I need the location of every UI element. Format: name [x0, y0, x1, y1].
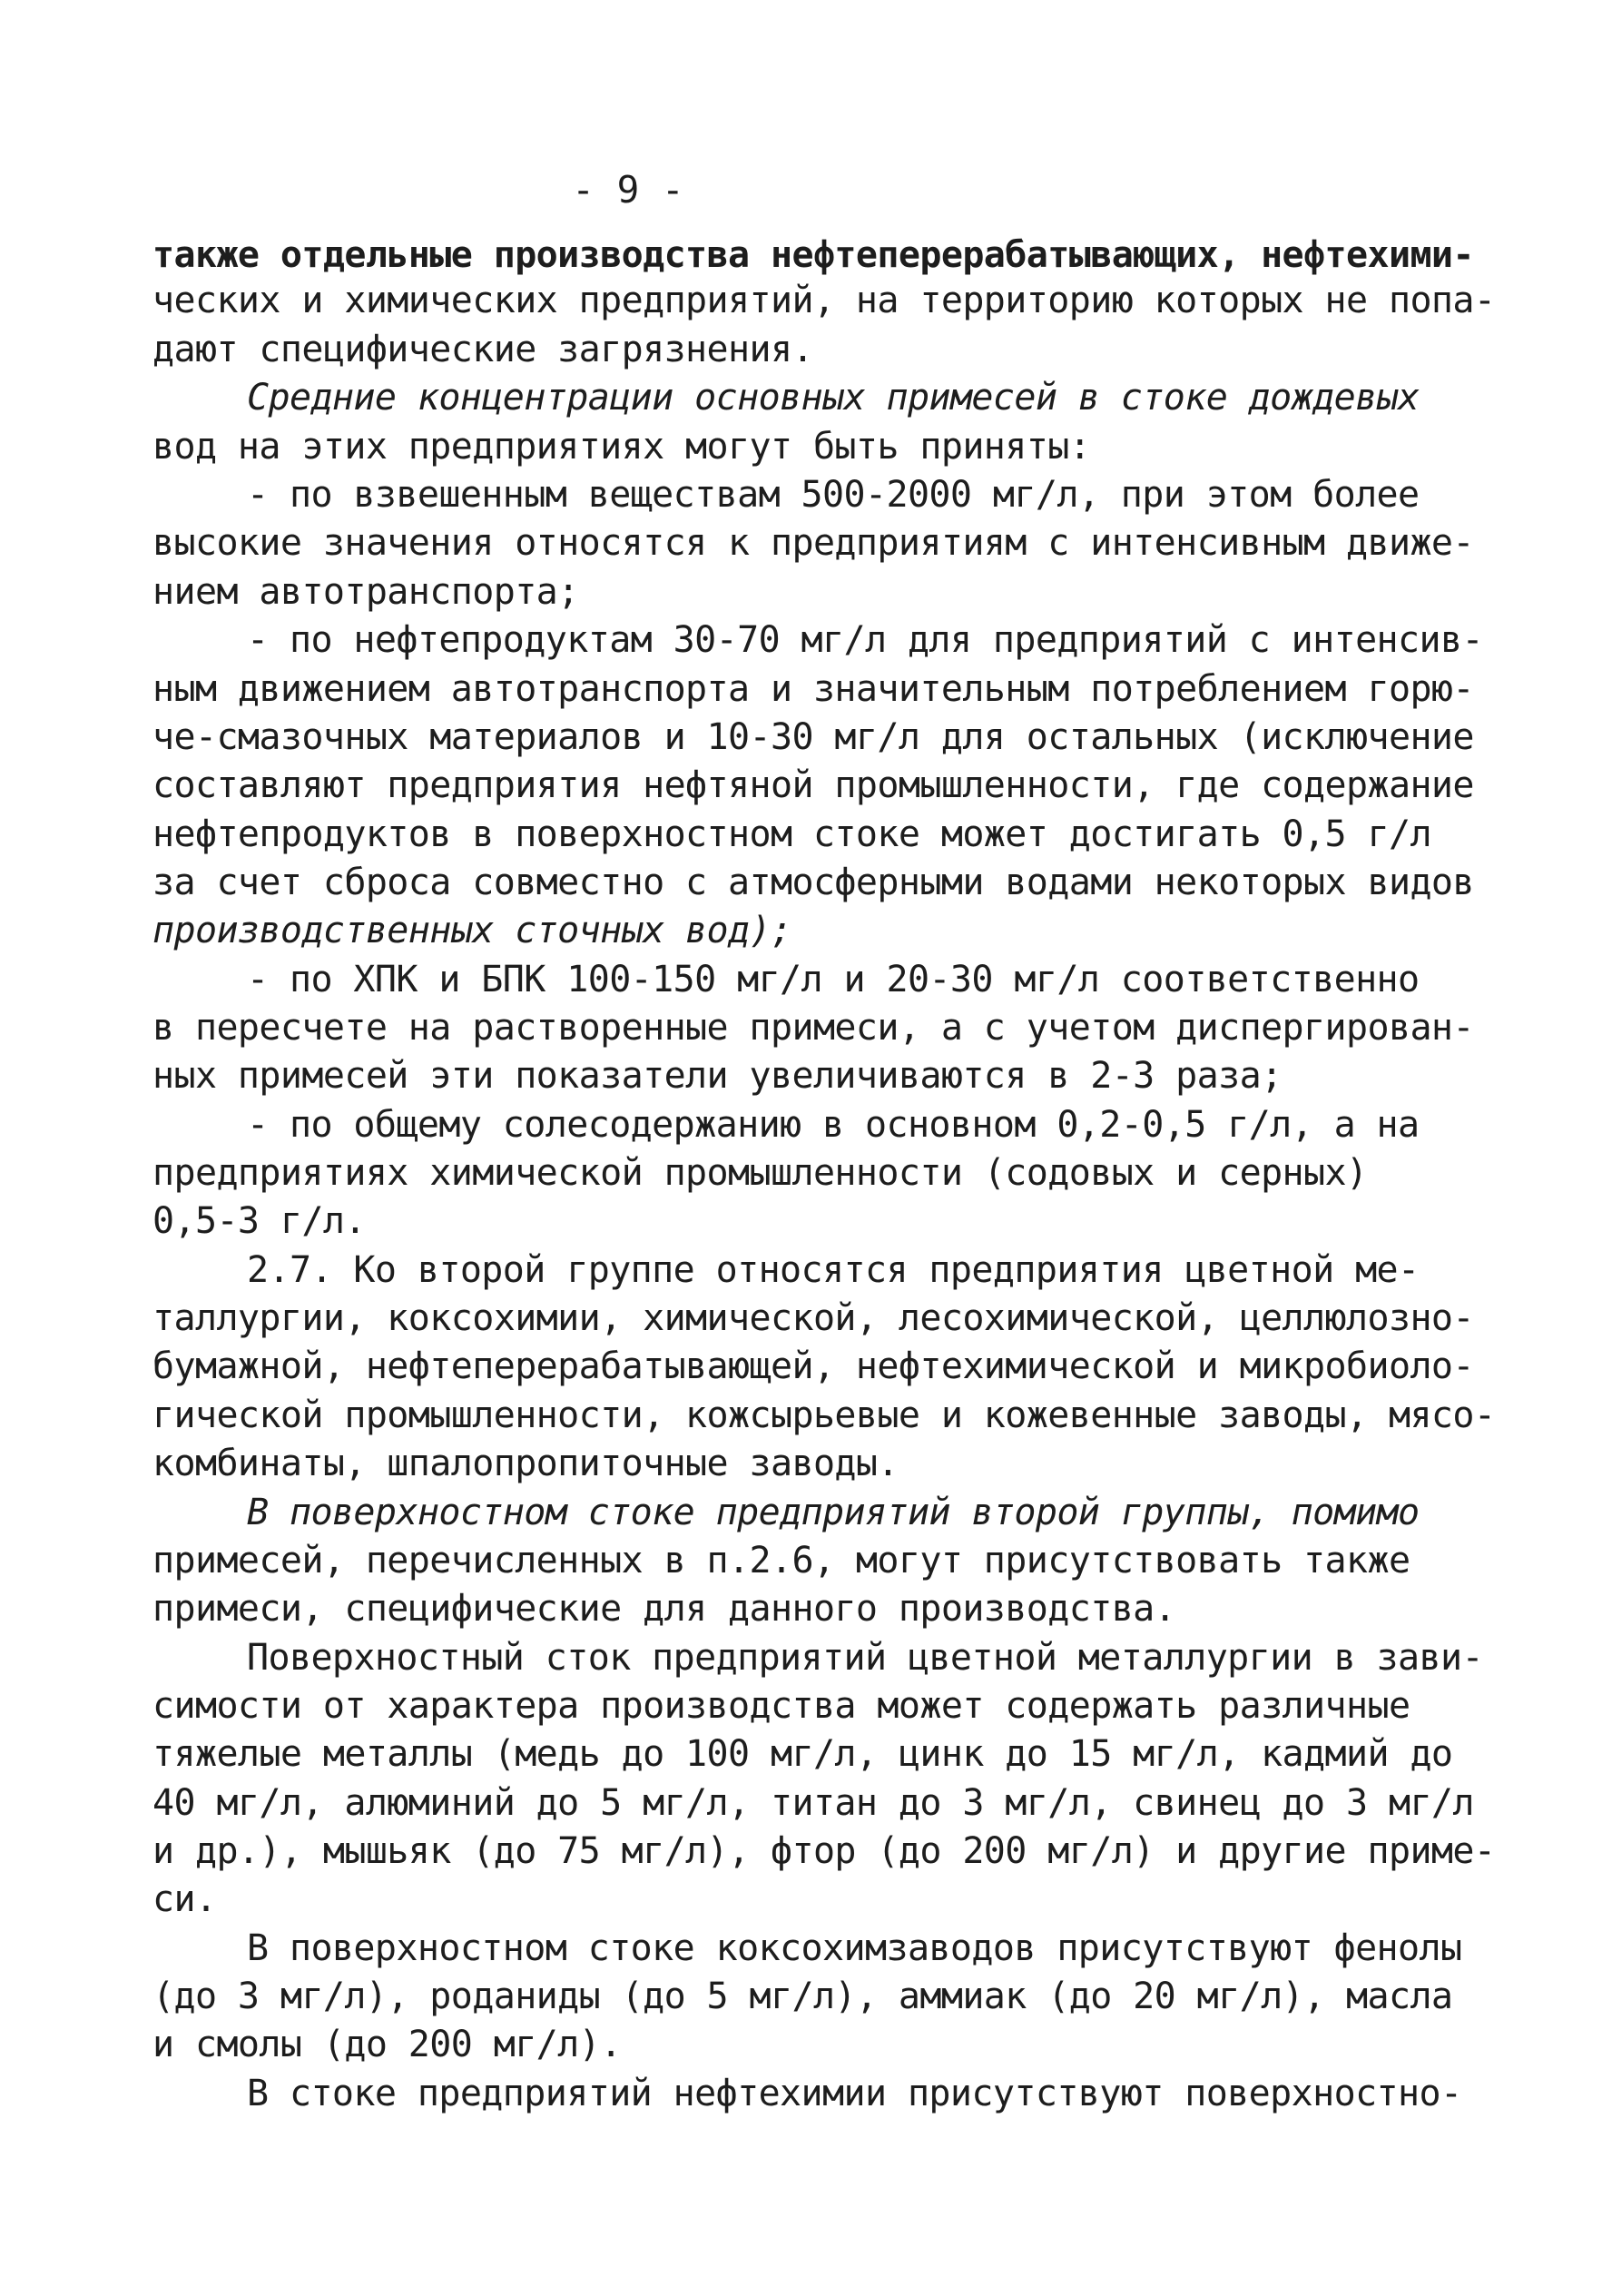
text-line: и др.), мышьяк (до 75 мг/л), фтор (до 200 мг/л) и другие приме- — [152, 1830, 1496, 1872]
text-line: - по ХПК и БПК 100-150 мг/л и 20-30 мг/л соответственно — [247, 959, 1420, 1000]
text-line: ным движением автотранспорта и значительным потреблением горю- — [152, 668, 1474, 710]
text-line: комбинаты, шпалопропиточные заводы. — [152, 1443, 899, 1484]
text-line: предприятиях химической промышленности (содовых и серных) — [152, 1152, 1368, 1194]
text-line: составляют предприятия нефтяной промышленности, где содержание — [152, 764, 1474, 806]
text-line: 0,5-3 г/л. — [152, 1200, 366, 1242]
text-line: производственных сточных вод); — [152, 910, 792, 951]
text-line: - по общему солесодержанию в основном 0,2-0,5 г/л, а на — [247, 1104, 1420, 1146]
text-line: гической промышленности, кожсырьевые и кожевенные заводы, мясо- — [152, 1394, 1496, 1436]
text-line: дают специфические загрязнения. — [152, 329, 813, 370]
text-line: Поверхностный сток предприятий цветной металлургии в зави- — [247, 1637, 1483, 1679]
text-line: примесей, перечисленных в п.2.6, могут присутствовать также — [152, 1540, 1410, 1582]
page-number: - 9 - — [572, 168, 684, 212]
text-line: также отдельные производства нефтеперерабатывающих, нефтехими- — [152, 234, 1474, 276]
text-line: нием автотранспорта; — [152, 571, 579, 613]
text-line: си. — [152, 1878, 217, 1920]
text-line: симости от характера производства может содержать различные — [152, 1685, 1410, 1727]
text-line: Средние концентрации основных примесей в стоке дождевых — [247, 377, 1420, 419]
text-line: вод на этих предприятиях могут быть приняты: — [152, 426, 1091, 468]
text-line: и смолы (до 200 мг/л). — [152, 2024, 622, 2065]
text-line: - по нефтепродуктам 30-70 мг/л для предприятий с интенсив- — [247, 619, 1483, 661]
text-line: ных примесей эти показатели увеличиваются в 2-3 раза; — [152, 1055, 1283, 1097]
text-line: тяжелые металлы (медь до 100 мг/л, цинк до 15 мг/л, кадмий до — [152, 1733, 1453, 1775]
text-line: 2.7. Ко второй группе относятся предприятия цветной ме- — [247, 1249, 1420, 1291]
text-line: нефтепродуктов в поверхностном стоке может достигать 0,5 г/л — [152, 813, 1431, 855]
text-line: (до 3 мг/л), роданиды (до 5 мг/л), аммиак (до 20 мг/л), масла — [152, 1976, 1453, 2017]
text-line: В поверхностном стоке предприятий второй группы, помимо — [247, 1492, 1420, 1533]
text-line: че-смазочных материалов и 10-30 мг/л для остальных (исключение — [152, 716, 1474, 758]
text-line: - по взвешенным веществам 500-2000 мг/л, при этом более — [247, 474, 1420, 516]
text-line: высокие значения относятся к предприятиям с интенсивным движе- — [152, 522, 1474, 564]
text-line: В стоке предприятий нефтехимии присутствуют поверхностно- — [247, 2073, 1462, 2114]
text-line: бумажной, нефтеперерабатывающей, нефтехимической и микробиоло- — [152, 1345, 1474, 1387]
text-line: в пересчете на растворенные примеси, а с учетом диспергирован- — [152, 1007, 1474, 1049]
text-line: 40 мг/л, алюминий до 5 мг/л, титан до 3 мг/л, свинец до 3 мг/л — [152, 1782, 1474, 1824]
text-line: примеси, специфические для данного производства. — [152, 1588, 1176, 1630]
text-line: В поверхностном стоке коксохимзаводов присутствуют фенолы — [247, 1927, 1462, 1969]
text-line: таллургии, коксохимии, химической, лесохимической, целлюлозно- — [152, 1297, 1474, 1339]
text-line: ческих и химических предприятий, на территорию которых не попа- — [152, 280, 1496, 321]
text-line: за счет сброса совместно с атмосферными водами некоторых видов — [152, 862, 1474, 903]
